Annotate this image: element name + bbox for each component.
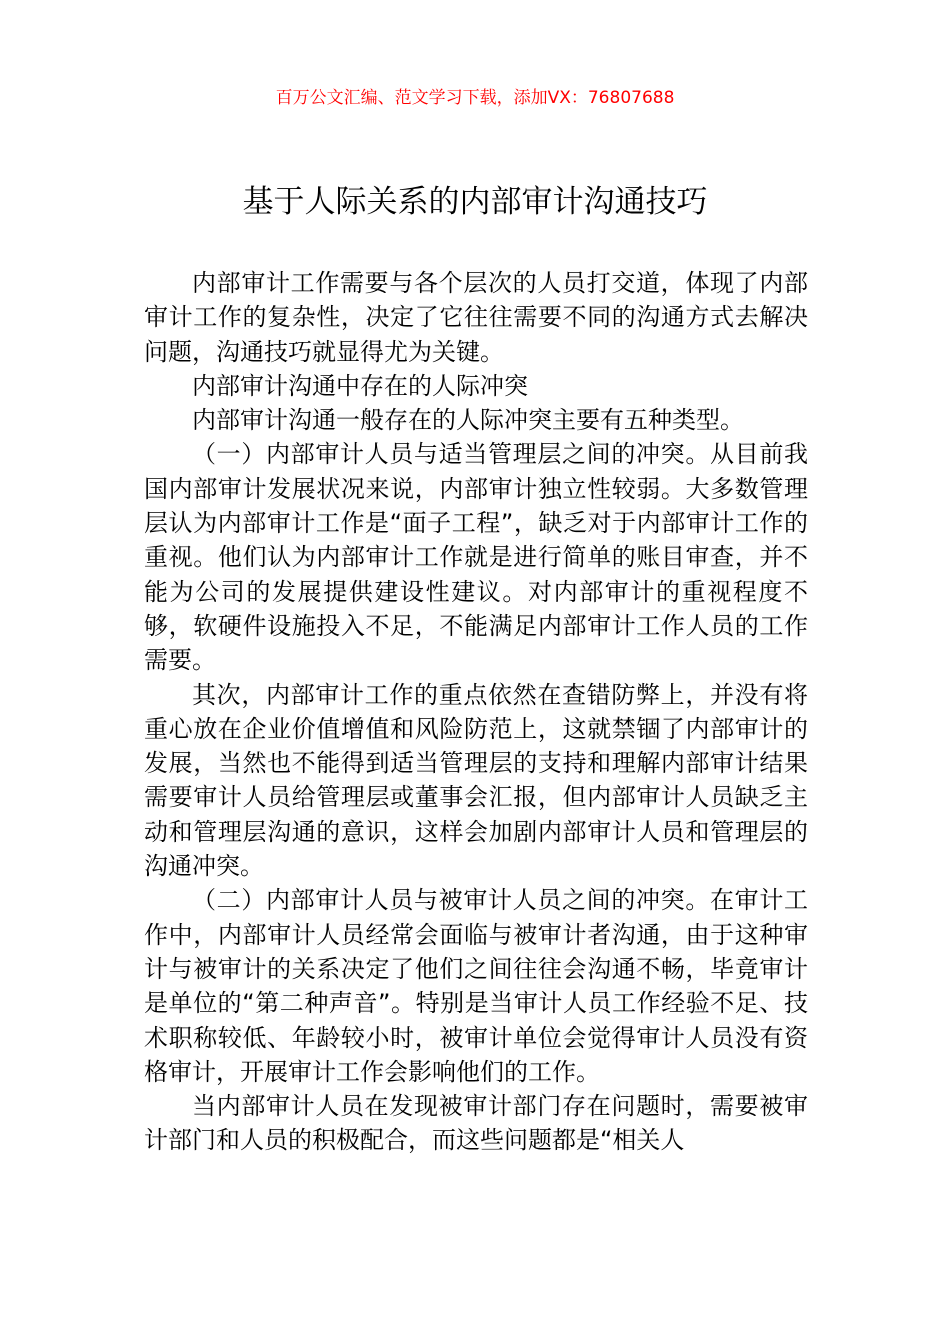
paragraph-intro: 内部审计工作需要与各个层次的人员打交道，体现了内部审计工作的复杂性，决定了它往往需要不同的沟通方式去解决问题，沟通技巧就显得尤为关键。 [144,269,808,366]
paragraph-conflict-auditees: （二）内部审计人员与被审计人员之间的冲突。在审计工作中，内部审计人员经常会面临与被审计者沟通，由于这种审计与被审计的关系决定了他们之间往往会沟通不畅，毕竟审计是单位的“第二种声音”。特别是当审计人员工作经验不足、技术职称较低、年龄较小时，被审计单位会觉得审计人员没有资格审计，开展审计工作会影响他们的工作。 [144,886,808,1086]
document-title: 基于人际关系的内部审计沟通技巧 [242,184,708,220]
section-heading: 内部审计沟通中存在的人际冲突 [192,371,528,400]
paragraph-cooperation: 当内部审计人员在发现被审计部门存在问题时，需要被审计部门和人员的积极配合，而这些问题都是“相关人 [144,1092,808,1155]
paragraph-conflict-management: （一）内部审计人员与适当管理层之间的冲突。从目前我国内部审计发展状况来说，内部审计独立性较弱。大多数管理层认为内部审计工作是“面子工程”，缺乏对于内部审计工作的重视。他们认为内部审计工作就是进行简单的账目审查，并不能为公司的发展提供建设性建议。对内部审计的重视程度不够，软硬件设施投入不足，不能满足内部审计工作人员的工作需要。 [144,440,808,675]
header-note: 百万公文汇编、范文学习下载，添加VX：76807688 [275,88,675,108]
document-body [144,266,808,1158]
paragraph-types: 内部审计沟通一般存在的人际冲突主要有五种类型。 [192,406,744,435]
paragraph-secondly: 其次，内部审计工作的重点依然在查错防弊上，并没有将重心放在企业价值增值和风险防范上，这就禁锢了内部审计的发展，当然也不能得到适当管理层的支持和理解内部审计结果需要审计人员给管理层或董事会汇报，但内部审计人员缺乏主动和管理层沟通的意识，这样会加剧内部审计人员和管理层的沟通冲突。 [144,680,808,881]
